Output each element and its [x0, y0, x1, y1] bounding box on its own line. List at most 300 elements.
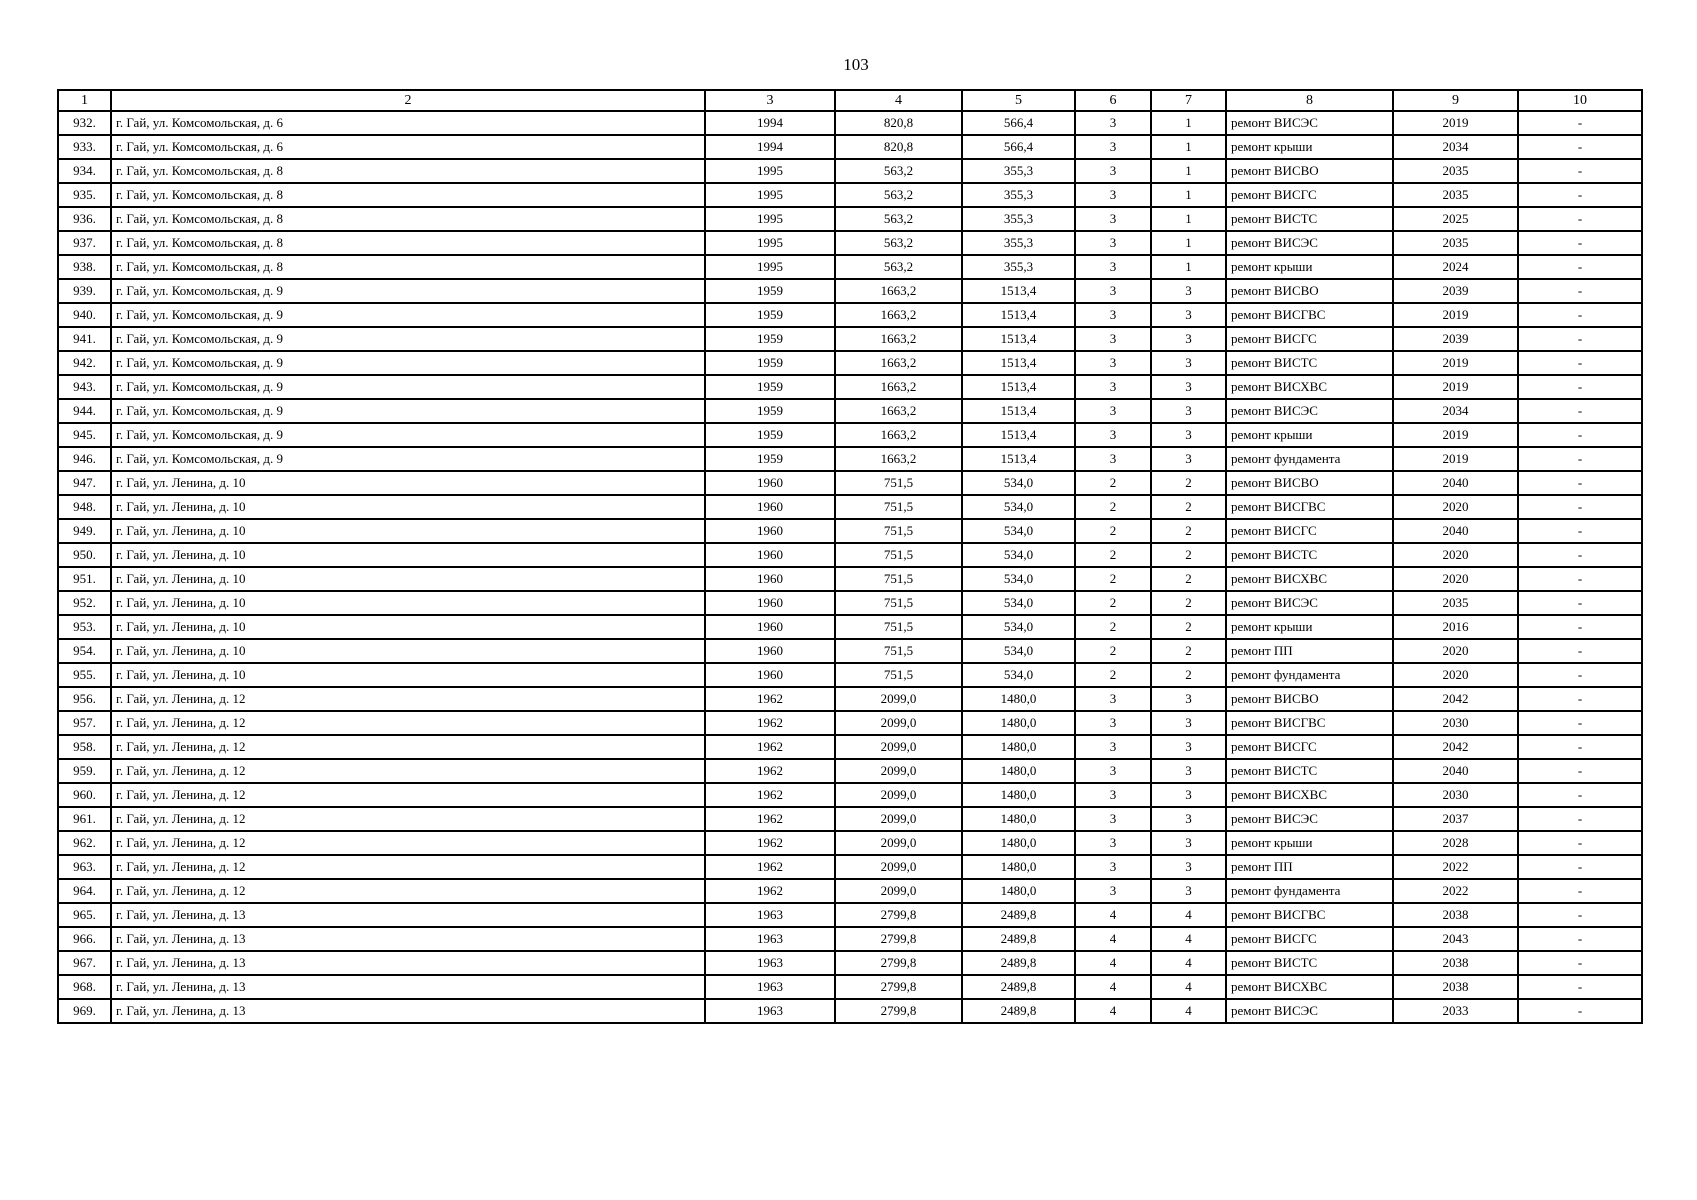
- floors-cell: 3: [1075, 135, 1151, 159]
- total-area-cell: 751,5: [835, 639, 962, 663]
- floors-cell: 3: [1075, 375, 1151, 399]
- planned-year-cell: 2039: [1393, 327, 1518, 351]
- table-row: [58, 879, 1642, 903]
- total-area-cell: 751,5: [835, 495, 962, 519]
- row-number-cell: 943.: [58, 375, 111, 399]
- floors-cell: 3: [1075, 231, 1151, 255]
- living-area-cell: 2489,8: [962, 927, 1075, 951]
- total-area-cell: 1663,2: [835, 327, 962, 351]
- table-row: [58, 903, 1642, 927]
- row-number-cell: 969.: [58, 999, 111, 1023]
- address-cell: г. Гай, ул. Комсомольская, д. 6: [111, 111, 705, 135]
- entrances-cell: 2: [1151, 591, 1226, 615]
- note-cell: -: [1518, 807, 1642, 831]
- work-type-cell: ремонт ВИСХВС: [1226, 975, 1393, 999]
- row-number-cell: 957.: [58, 711, 111, 735]
- note-cell: -: [1518, 279, 1642, 303]
- planned-year-cell: 2039: [1393, 279, 1518, 303]
- planned-year-cell: 2020: [1393, 663, 1518, 687]
- planned-year-cell: 2022: [1393, 855, 1518, 879]
- address-cell: г. Гай, ул. Комсомольская, д. 9: [111, 327, 705, 351]
- total-area-cell: 1663,2: [835, 351, 962, 375]
- row-number-cell: 936.: [58, 207, 111, 231]
- living-area-cell: 2489,8: [962, 903, 1075, 927]
- table-row: [58, 831, 1642, 855]
- planned-year-cell: 2020: [1393, 639, 1518, 663]
- total-area-cell: 563,2: [835, 231, 962, 255]
- living-area-cell: 1480,0: [962, 879, 1075, 903]
- year-built-cell: 1962: [705, 855, 835, 879]
- work-type-cell: ремонт фундамента: [1226, 663, 1393, 687]
- floors-cell: 3: [1075, 831, 1151, 855]
- address-cell: г. Гай, ул. Комсомольская, д. 9: [111, 303, 705, 327]
- living-area-cell: 1513,4: [962, 375, 1075, 399]
- note-cell: -: [1518, 567, 1642, 591]
- entrances-cell: 3: [1151, 351, 1226, 375]
- total-area-cell: 751,5: [835, 591, 962, 615]
- year-built-cell: 1963: [705, 927, 835, 951]
- year-built-cell: 1959: [705, 327, 835, 351]
- note-cell: -: [1518, 927, 1642, 951]
- year-built-cell: 1960: [705, 519, 835, 543]
- year-built-cell: 1962: [705, 807, 835, 831]
- year-built-cell: 1959: [705, 375, 835, 399]
- total-area-cell: 563,2: [835, 255, 962, 279]
- page-number: 103: [843, 55, 869, 74]
- entrances-cell: 2: [1151, 615, 1226, 639]
- address-cell: г. Гай, ул. Ленина, д. 12: [111, 759, 705, 783]
- floors-cell: 3: [1075, 447, 1151, 471]
- column-header: 3: [705, 90, 835, 111]
- table-row: [58, 687, 1642, 711]
- year-built-cell: 1959: [705, 423, 835, 447]
- note-cell: -: [1518, 423, 1642, 447]
- work-type-cell: ремонт ВИСТС: [1226, 543, 1393, 567]
- row-number-cell: 965.: [58, 903, 111, 927]
- work-type-cell: ремонт ВИСЭС: [1226, 591, 1393, 615]
- total-area-cell: 2099,0: [835, 783, 962, 807]
- table-row: [58, 279, 1642, 303]
- note-cell: -: [1518, 975, 1642, 999]
- planned-year-cell: 2030: [1393, 711, 1518, 735]
- note-cell: -: [1518, 855, 1642, 879]
- table-row: [58, 303, 1642, 327]
- planned-year-cell: 2035: [1393, 231, 1518, 255]
- work-type-cell: ремонт крыши: [1226, 615, 1393, 639]
- note-cell: -: [1518, 495, 1642, 519]
- row-number-cell: 939.: [58, 279, 111, 303]
- year-built-cell: 1959: [705, 351, 835, 375]
- total-area-cell: 1663,2: [835, 279, 962, 303]
- planned-year-cell: 2034: [1393, 135, 1518, 159]
- work-type-cell: ремонт ВИСГВС: [1226, 711, 1393, 735]
- note-cell: -: [1518, 135, 1642, 159]
- planned-year-cell: 2034: [1393, 399, 1518, 423]
- living-area-cell: 534,0: [962, 567, 1075, 591]
- note-cell: -: [1518, 351, 1642, 375]
- table-row: [58, 159, 1642, 183]
- row-number-cell: 955.: [58, 663, 111, 687]
- living-area-cell: 534,0: [962, 471, 1075, 495]
- total-area-cell: 751,5: [835, 615, 962, 639]
- address-cell: г. Гай, ул. Комсомольская, д. 9: [111, 447, 705, 471]
- work-type-cell: ремонт ВИСЭС: [1226, 399, 1393, 423]
- work-type-cell: ремонт ВИСГС: [1226, 927, 1393, 951]
- year-built-cell: 1963: [705, 951, 835, 975]
- entrances-cell: 4: [1151, 927, 1226, 951]
- planned-year-cell: 2019: [1393, 375, 1518, 399]
- entrances-cell: 2: [1151, 663, 1226, 687]
- address-cell: г. Гай, ул. Комсомольская, д. 9: [111, 351, 705, 375]
- table-row: [58, 375, 1642, 399]
- note-cell: -: [1518, 519, 1642, 543]
- work-type-cell: ремонт ВИСТС: [1226, 951, 1393, 975]
- address-cell: г. Гай, ул. Комсомольская, д. 8: [111, 159, 705, 183]
- work-type-cell: ремонт ВИСВО: [1226, 159, 1393, 183]
- address-cell: г. Гай, ул. Ленина, д. 10: [111, 663, 705, 687]
- address-cell: г. Гай, ул. Ленина, д. 12: [111, 735, 705, 759]
- year-built-cell: 1995: [705, 183, 835, 207]
- living-area-cell: 1480,0: [962, 831, 1075, 855]
- row-number-cell: 934.: [58, 159, 111, 183]
- column-header: 8: [1226, 90, 1393, 111]
- address-cell: г. Гай, ул. Ленина, д. 12: [111, 879, 705, 903]
- floors-cell: 2: [1075, 663, 1151, 687]
- work-type-cell: ремонт ВИСЭС: [1226, 231, 1393, 255]
- entrances-cell: 3: [1151, 399, 1226, 423]
- entrances-cell: 3: [1151, 375, 1226, 399]
- entrances-cell: 4: [1151, 975, 1226, 999]
- column-header: 1: [58, 90, 111, 111]
- planned-year-cell: 2033: [1393, 999, 1518, 1023]
- planned-year-cell: 2035: [1393, 159, 1518, 183]
- total-area-cell: 751,5: [835, 543, 962, 567]
- address-cell: г. Гай, ул. Ленина, д. 10: [111, 639, 705, 663]
- living-area-cell: 2489,8: [962, 951, 1075, 975]
- entrances-cell: 1: [1151, 231, 1226, 255]
- planned-year-cell: 2040: [1393, 759, 1518, 783]
- row-number-cell: 951.: [58, 567, 111, 591]
- row-number-cell: 954.: [58, 639, 111, 663]
- table-row: [58, 807, 1642, 831]
- table-row: [58, 423, 1642, 447]
- living-area-cell: 1480,0: [962, 759, 1075, 783]
- work-type-cell: ремонт ВИСЭС: [1226, 999, 1393, 1023]
- living-area-cell: 1480,0: [962, 807, 1075, 831]
- note-cell: -: [1518, 903, 1642, 927]
- floors-cell: 3: [1075, 207, 1151, 231]
- year-built-cell: 1959: [705, 279, 835, 303]
- row-number-cell: 945.: [58, 423, 111, 447]
- year-built-cell: 1960: [705, 471, 835, 495]
- total-area-cell: 751,5: [835, 519, 962, 543]
- note-cell: -: [1518, 663, 1642, 687]
- work-type-cell: ремонт ВИСХВС: [1226, 567, 1393, 591]
- planned-year-cell: 2040: [1393, 519, 1518, 543]
- year-built-cell: 1994: [705, 111, 835, 135]
- year-built-cell: 1962: [705, 783, 835, 807]
- row-number-cell: 933.: [58, 135, 111, 159]
- living-area-cell: 1480,0: [962, 687, 1075, 711]
- year-built-cell: 1960: [705, 615, 835, 639]
- year-built-cell: 1962: [705, 831, 835, 855]
- planned-year-cell: 2019: [1393, 351, 1518, 375]
- year-built-cell: 1995: [705, 207, 835, 231]
- year-built-cell: 1963: [705, 999, 835, 1023]
- row-number-cell: 944.: [58, 399, 111, 423]
- repair-schedule-table: [57, 89, 1643, 1024]
- row-number-cell: 956.: [58, 687, 111, 711]
- note-cell: -: [1518, 879, 1642, 903]
- entrances-cell: 3: [1151, 879, 1226, 903]
- floors-cell: 3: [1075, 351, 1151, 375]
- table-row: [58, 543, 1642, 567]
- floors-cell: 2: [1075, 471, 1151, 495]
- entrances-cell: 4: [1151, 951, 1226, 975]
- entrances-cell: 2: [1151, 639, 1226, 663]
- address-cell: г. Гай, ул. Ленина, д. 13: [111, 975, 705, 999]
- note-cell: -: [1518, 399, 1642, 423]
- note-cell: -: [1518, 999, 1642, 1023]
- floors-cell: 4: [1075, 951, 1151, 975]
- address-cell: г. Гай, ул. Ленина, д. 10: [111, 543, 705, 567]
- year-built-cell: 1994: [705, 135, 835, 159]
- entrances-cell: 3: [1151, 735, 1226, 759]
- row-number-cell: 940.: [58, 303, 111, 327]
- floors-cell: 2: [1075, 567, 1151, 591]
- living-area-cell: 1513,4: [962, 399, 1075, 423]
- living-area-cell: 355,3: [962, 183, 1075, 207]
- table-row: [58, 255, 1642, 279]
- total-area-cell: 2799,8: [835, 951, 962, 975]
- table-row: [58, 639, 1642, 663]
- address-cell: г. Гай, ул. Комсомольская, д. 8: [111, 183, 705, 207]
- living-area-cell: 534,0: [962, 495, 1075, 519]
- floors-cell: 3: [1075, 183, 1151, 207]
- column-header: 6: [1075, 90, 1151, 111]
- planned-year-cell: 2019: [1393, 303, 1518, 327]
- planned-year-cell: 2040: [1393, 471, 1518, 495]
- address-cell: г. Гай, ул. Ленина, д. 10: [111, 519, 705, 543]
- row-number-cell: 962.: [58, 831, 111, 855]
- address-cell: г. Гай, ул. Ленина, д. 12: [111, 783, 705, 807]
- total-area-cell: 1663,2: [835, 423, 962, 447]
- year-built-cell: 1960: [705, 567, 835, 591]
- living-area-cell: 355,3: [962, 255, 1075, 279]
- entrances-cell: 3: [1151, 855, 1226, 879]
- row-number-cell: 942.: [58, 351, 111, 375]
- floors-cell: 4: [1075, 927, 1151, 951]
- floors-cell: 3: [1075, 759, 1151, 783]
- living-area-cell: 2489,8: [962, 999, 1075, 1023]
- total-area-cell: 2099,0: [835, 807, 962, 831]
- year-built-cell: 1960: [705, 639, 835, 663]
- planned-year-cell: 2020: [1393, 567, 1518, 591]
- floors-cell: 3: [1075, 711, 1151, 735]
- entrances-cell: 1: [1151, 207, 1226, 231]
- table-row: [58, 135, 1642, 159]
- address-cell: г. Гай, ул. Комсомольская, д. 9: [111, 375, 705, 399]
- floors-cell: 3: [1075, 735, 1151, 759]
- entrances-cell: 2: [1151, 519, 1226, 543]
- living-area-cell: 1513,4: [962, 279, 1075, 303]
- total-area-cell: 1663,2: [835, 399, 962, 423]
- work-type-cell: ремонт ВИСВО: [1226, 279, 1393, 303]
- planned-year-cell: 2035: [1393, 591, 1518, 615]
- planned-year-cell: 2043: [1393, 927, 1518, 951]
- row-number-cell: 949.: [58, 519, 111, 543]
- entrances-cell: 3: [1151, 783, 1226, 807]
- table-row: [58, 783, 1642, 807]
- work-type-cell: ремонт ВИСХВС: [1226, 783, 1393, 807]
- address-cell: г. Гай, ул. Ленина, д. 10: [111, 615, 705, 639]
- floors-cell: 3: [1075, 807, 1151, 831]
- year-built-cell: 1995: [705, 231, 835, 255]
- total-area-cell: 2099,0: [835, 711, 962, 735]
- table-row: [58, 567, 1642, 591]
- work-type-cell: ремонт ВИСТС: [1226, 759, 1393, 783]
- entrances-cell: 1: [1151, 255, 1226, 279]
- living-area-cell: 1513,4: [962, 327, 1075, 351]
- living-area-cell: 566,4: [962, 111, 1075, 135]
- column-header: 5: [962, 90, 1075, 111]
- table-row: [58, 591, 1642, 615]
- year-built-cell: 1959: [705, 399, 835, 423]
- row-number-cell: 946.: [58, 447, 111, 471]
- year-built-cell: 1995: [705, 159, 835, 183]
- table-body: [58, 111, 1642, 1023]
- living-area-cell: 534,0: [962, 663, 1075, 687]
- address-cell: г. Гай, ул. Комсомольская, д. 8: [111, 231, 705, 255]
- row-number-cell: 967.: [58, 951, 111, 975]
- note-cell: -: [1518, 543, 1642, 567]
- work-type-cell: ремонт ПП: [1226, 855, 1393, 879]
- row-number-cell: 964.: [58, 879, 111, 903]
- planned-year-cell: 2042: [1393, 735, 1518, 759]
- table-row: [58, 759, 1642, 783]
- table-row: [58, 735, 1642, 759]
- table-row: [58, 711, 1642, 735]
- row-number-cell: 937.: [58, 231, 111, 255]
- floors-cell: 3: [1075, 327, 1151, 351]
- year-built-cell: 1962: [705, 735, 835, 759]
- total-area-cell: 2099,0: [835, 879, 962, 903]
- planned-year-cell: 2038: [1393, 951, 1518, 975]
- entrances-cell: 1: [1151, 183, 1226, 207]
- living-area-cell: 1480,0: [962, 735, 1075, 759]
- total-area-cell: 2099,0: [835, 735, 962, 759]
- entrances-cell: 3: [1151, 327, 1226, 351]
- header-row: [58, 90, 1642, 111]
- entrances-cell: 3: [1151, 279, 1226, 303]
- table-row: [58, 231, 1642, 255]
- floors-cell: 3: [1075, 687, 1151, 711]
- floors-cell: 2: [1075, 615, 1151, 639]
- living-area-cell: 1513,4: [962, 351, 1075, 375]
- year-built-cell: 1962: [705, 711, 835, 735]
- row-number-cell: 952.: [58, 591, 111, 615]
- floors-cell: 2: [1075, 519, 1151, 543]
- work-type-cell: ремонт ПП: [1226, 639, 1393, 663]
- note-cell: -: [1518, 375, 1642, 399]
- total-area-cell: 2799,8: [835, 975, 962, 999]
- table-row: [58, 999, 1642, 1023]
- row-number-cell: 963.: [58, 855, 111, 879]
- row-number-cell: 960.: [58, 783, 111, 807]
- floors-cell: 4: [1075, 975, 1151, 999]
- row-number-cell: 968.: [58, 975, 111, 999]
- total-area-cell: 2099,0: [835, 759, 962, 783]
- total-area-cell: 1663,2: [835, 303, 962, 327]
- planned-year-cell: 2042: [1393, 687, 1518, 711]
- planned-year-cell: 2024: [1393, 255, 1518, 279]
- table-row: [58, 927, 1642, 951]
- planned-year-cell: 2025: [1393, 207, 1518, 231]
- column-header: 7: [1151, 90, 1226, 111]
- row-number-cell: 950.: [58, 543, 111, 567]
- year-built-cell: 1962: [705, 687, 835, 711]
- entrances-cell: 3: [1151, 759, 1226, 783]
- entrances-cell: 4: [1151, 903, 1226, 927]
- note-cell: -: [1518, 471, 1642, 495]
- table-row: [58, 951, 1642, 975]
- address-cell: г. Гай, ул. Комсомольская, д. 9: [111, 423, 705, 447]
- planned-year-cell: 2019: [1393, 111, 1518, 135]
- work-type-cell: ремонт крыши: [1226, 135, 1393, 159]
- row-number-cell: 941.: [58, 327, 111, 351]
- work-type-cell: ремонт крыши: [1226, 831, 1393, 855]
- living-area-cell: 1480,0: [962, 711, 1075, 735]
- planned-year-cell: 2020: [1393, 543, 1518, 567]
- total-area-cell: 2099,0: [835, 855, 962, 879]
- table-row: [58, 471, 1642, 495]
- entrances-cell: 4: [1151, 999, 1226, 1023]
- table-row: [58, 207, 1642, 231]
- floors-cell: 4: [1075, 903, 1151, 927]
- note-cell: -: [1518, 159, 1642, 183]
- work-type-cell: ремонт ВИСХВС: [1226, 375, 1393, 399]
- total-area-cell: 820,8: [835, 111, 962, 135]
- planned-year-cell: 2038: [1393, 975, 1518, 999]
- work-type-cell: ремонт ВИСЭС: [1226, 807, 1393, 831]
- total-area-cell: 2099,0: [835, 831, 962, 855]
- floors-cell: 2: [1075, 543, 1151, 567]
- address-cell: г. Гай, ул. Комсомольская, д. 8: [111, 255, 705, 279]
- work-type-cell: ремонт ВИСГВС: [1226, 303, 1393, 327]
- living-area-cell: 1480,0: [962, 783, 1075, 807]
- row-number-cell: 966.: [58, 927, 111, 951]
- note-cell: -: [1518, 831, 1642, 855]
- note-cell: -: [1518, 111, 1642, 135]
- year-built-cell: 1960: [705, 591, 835, 615]
- year-built-cell: 1995: [705, 255, 835, 279]
- living-area-cell: 1513,4: [962, 423, 1075, 447]
- entrances-cell: 2: [1151, 567, 1226, 591]
- total-area-cell: 751,5: [835, 567, 962, 591]
- planned-year-cell: 2019: [1393, 447, 1518, 471]
- planned-year-cell: 2016: [1393, 615, 1518, 639]
- living-area-cell: 1480,0: [962, 855, 1075, 879]
- floors-cell: 2: [1075, 639, 1151, 663]
- total-area-cell: 563,2: [835, 159, 962, 183]
- address-cell: г. Гай, ул. Ленина, д. 12: [111, 687, 705, 711]
- floors-cell: 3: [1075, 303, 1151, 327]
- note-cell: -: [1518, 951, 1642, 975]
- entrances-cell: 3: [1151, 807, 1226, 831]
- address-cell: г. Гай, ул. Ленина, д. 12: [111, 855, 705, 879]
- row-number-cell: 947.: [58, 471, 111, 495]
- work-type-cell: ремонт ВИСГС: [1226, 735, 1393, 759]
